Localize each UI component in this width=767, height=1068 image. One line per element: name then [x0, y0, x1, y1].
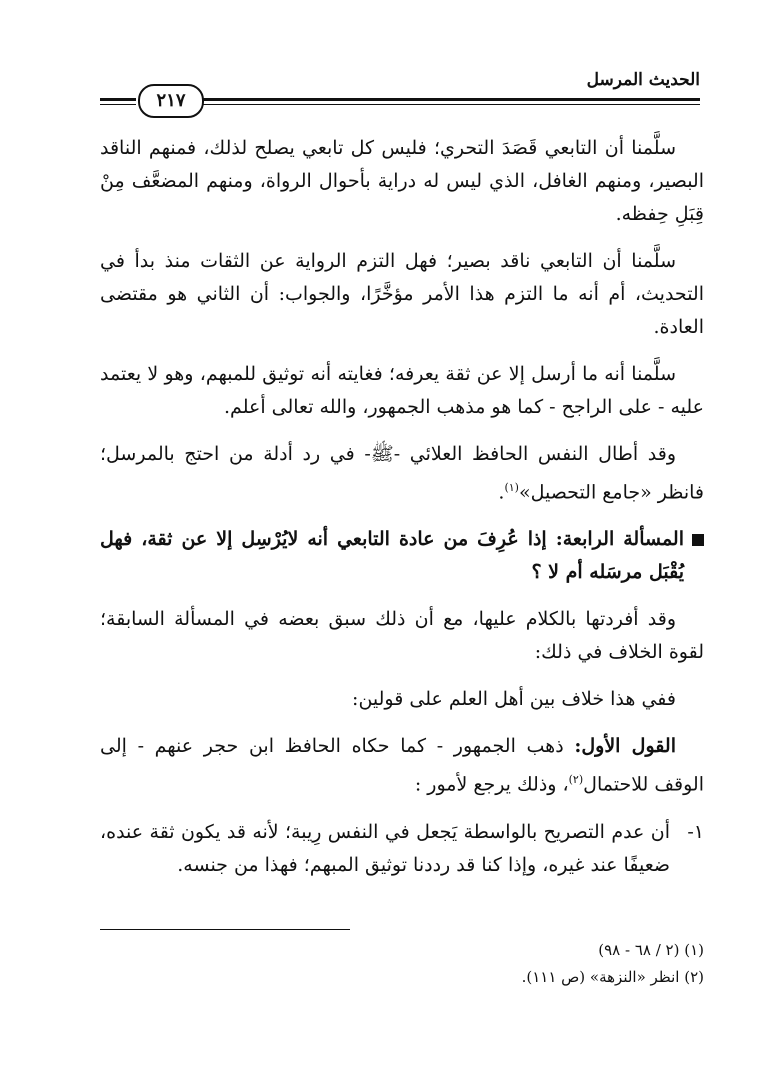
paragraph: وقد أطال النفس الحافظ العلائي -ﷺ- في رد أدلة من احتج بالمرسل؛ فانظر «جامع التحصيل»$^{(١)}$.: [100, 443, 704, 504]
paragraph-text: وقد أطال النفس الحافظ العلائي -ﷺ- في رد أدلة من احتج بالمرسل؛ فانظر «جامع التحصيل»: [100, 443, 704, 504]
paragraph: وقد أفردتها بالكلام عليها، مع أن ذلك سبق بعضه في المسألة السابقة؛ لقوة الخلاف في ذلك:: [100, 608, 704, 664]
list-item: [100, 816, 704, 882]
opinion-label: القول الأول:: [574, 735, 676, 758]
footnote-ref: (٢): [568, 773, 584, 787]
paragraph: سلَّمنا أنه ما أرسل إلا عن ثقة يعرفه؛ فغايته أنه توثيق للمبهم، وهو لا يعتمد عليه - على الراجح - كما هو مذهب الجمهور، والله تعالى أعلم.: [100, 363, 704, 418]
header-rule-left-thin: [100, 104, 136, 105]
running-title: الحديث المرسل: [586, 70, 700, 90]
paragraph: سلَّمنا أن التابعي قَصَدَ التحري؛ فليس كل تابعي يصلح لذلك، فمنهم الناقد البصير، ومنهم الغافل، الذي ليس له دراية بأحوال الرواة، ومنهم المضعَّف مِنْ قِبَلِ حِفظه.: [100, 137, 704, 225]
question-label: المسألة الرابعة:: [555, 528, 684, 551]
header-rule-left: [100, 98, 136, 101]
main-text: [100, 132, 704, 882]
page-number: ٢١٧: [138, 84, 204, 118]
footnotes: [100, 937, 704, 991]
square-bullet-icon: [692, 534, 704, 546]
paragraph-text: ذهب الجمهور - كما حكاه الحافظ ابن حجر عنهم - إلى الوقف للاحتمال: [100, 735, 704, 796]
paragraph: ففي هذا خلاف بين أهل العلم على قولين:: [352, 688, 676, 711]
paragraph: [100, 730, 704, 801]
paragraph-tail: ، وذلك يرجع لأمور :: [414, 773, 569, 796]
paragraph: سلَّمنا أن التابعي ناقد بصير؛ فهل التزم الرواية عن الثقات منذ بدأ في التحديث، أم أنه ما التزم هذا الأمر مؤخَّرًا، والجواب: أن الثاني هو مقتضى العادة.: [100, 250, 704, 338]
footnote-rule: [100, 929, 350, 930]
footnote-ref: (١): [504, 481, 519, 494]
footnote: (١) (٢ / ٦٨ - ٩٨): [598, 941, 704, 959]
list-item-text: أن عدم التصريح بالواسطة يَجعل في النفس رِيبة؛ لأنه قد يكون ثقة عنده، ضعيفًا عند غيره، وإذا كنا قد رددنا توثيق المبهم؛ فهذا من جنسه.: [100, 820, 670, 876]
header-rule-thin: [202, 104, 700, 105]
question-heading: [100, 523, 704, 603]
header-rule: [202, 98, 700, 101]
footnote: (٢) انظر «النزهة» (ص ١١١).: [521, 968, 704, 986]
list-item-number: ١-: [687, 820, 704, 843]
question-text: إذا عُرِفَ من عادة التابعي أنه لايُرْسِل إلا عن ثقة، فهل يُقْبَل مرسَله أم لا ؟: [100, 528, 684, 584]
page-header: [100, 70, 700, 120]
